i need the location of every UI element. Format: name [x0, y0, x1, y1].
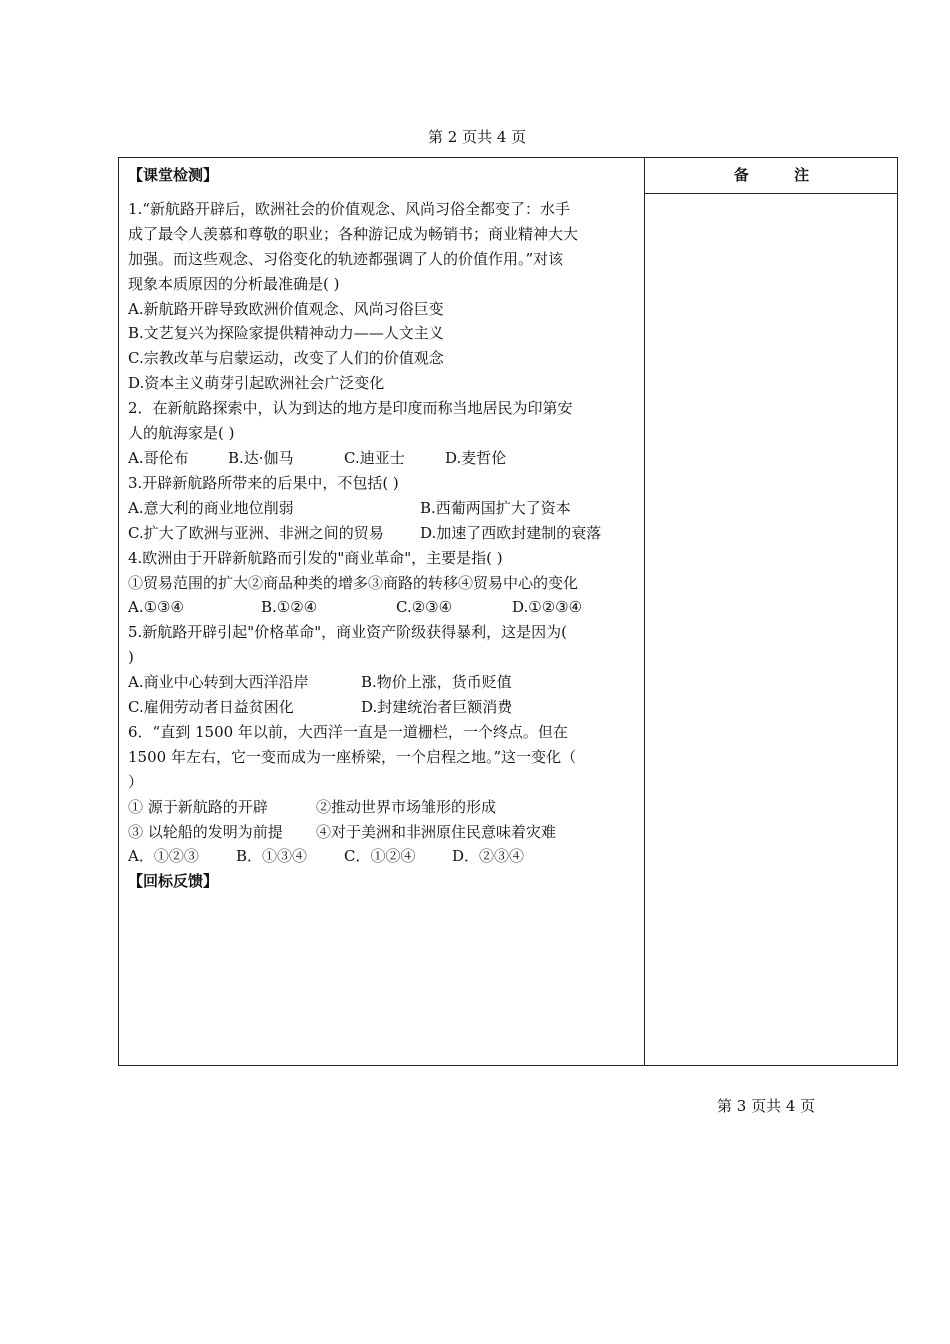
- answer-option: A.商业中心转到大西洋沿岸: [128, 673, 309, 692]
- notes-column-header: 备 注: [645, 158, 898, 194]
- question-text-line: 6．“直到 1500 年以前，大西洋一直是一道栅栏，一个终点。但在: [128, 722, 568, 741]
- section-title-classroom-check: 【课堂检测】: [128, 166, 219, 184]
- answer-options-row: [128, 446, 638, 471]
- question-text-line: 1.“新航路开辟后，欧洲社会的价值观念、风尚习俗全都变了：水手: [128, 199, 570, 218]
- answer-options-row: [128, 521, 638, 546]
- answer-options-row: [128, 595, 638, 620]
- worksheet-table: [118, 157, 898, 1066]
- question-text-line: 人的航海家是( ): [128, 424, 235, 443]
- answer-options-row: [128, 695, 638, 720]
- question-2: [128, 396, 638, 471]
- question-item: ②推动世界市场雏形的形成: [316, 797, 497, 816]
- answer-options-row: [128, 496, 638, 521]
- answer-option: B.文艺复兴为探险家提供精神动力——人文主义: [128, 324, 444, 343]
- question-item: ④对于美洲和非洲原住民意味着灾难: [316, 822, 557, 841]
- question-text-line: 4.欧洲由于开辟新航路而引发的"商业革命"，主要是指( ): [128, 548, 503, 567]
- section-title-feedback: 【回标反馈】: [128, 872, 219, 891]
- question-5: [128, 620, 638, 720]
- answer-option: A．①②③: [128, 847, 199, 866]
- answer-option: D.加速了西欧封建制的衰落: [420, 523, 602, 542]
- question-items-row: [128, 820, 638, 845]
- question-3: [128, 471, 638, 546]
- answer-options-row: [128, 844, 638, 869]
- main-content: [128, 163, 638, 894]
- answer-option: A.意大利的商业地位削弱: [128, 498, 294, 517]
- question-text-line: 成了最令人羡慕和尊敬的职业；各种游记成为畅销书；商业精神大大: [128, 224, 579, 243]
- question-text-line: 2．在新航路探索中，认为到达的地方是印度而称当地居民为印第安: [128, 399, 573, 418]
- page-number-bottom: 第 3 页共 4 页: [717, 1097, 816, 1115]
- answer-option: A.哥伦布: [128, 448, 189, 467]
- answer-option: D.封建统治者巨额消费: [361, 698, 513, 717]
- question-text-line: ): [128, 648, 134, 667]
- answer-option: C.宗教改革与启蒙运动，改变了人们的价值观念: [128, 349, 444, 368]
- page-number-top: 第 2 页共 4 页: [428, 128, 527, 146]
- question-1: [128, 197, 638, 396]
- question-item: ③ 以轮船的发明为前提: [128, 822, 283, 841]
- question-4: [128, 546, 638, 621]
- answer-option: A.①③④: [128, 598, 184, 617]
- question-6: [128, 720, 638, 869]
- answer-option: B.达·伽马: [228, 448, 294, 467]
- question-text-line: 1500 年左右，它一变而成为一座桥梁，一个启程之地。”这一变化（: [128, 747, 577, 766]
- answer-option: C.雇佣劳动者日益贫困化: [128, 698, 294, 717]
- answer-option: D.麦哲伦: [445, 448, 507, 467]
- answer-options-row: [128, 670, 638, 695]
- answer-option: C.迪亚士: [344, 448, 405, 467]
- question-item: ① 源于新航路的开辟: [128, 797, 268, 816]
- question-text-line: 5.新航路开辟引起"价格革命"，商业资产阶级获得暴利，这是因为(: [128, 623, 567, 642]
- answer-option: B.西葡两国扩大了资本: [420, 498, 571, 517]
- answer-option: B．①③④: [236, 847, 308, 866]
- question-items-row: [128, 795, 638, 820]
- answer-option: D．②③④: [452, 847, 525, 866]
- question-items: ①贸易范围的扩大②商品种类的增多③商路的转移④贸易中心的变化: [128, 573, 579, 592]
- question-text-line: 3.开辟新航路所带来的后果中，不包括( ): [128, 473, 399, 492]
- answer-option: B.物价上涨，货币贬值: [361, 673, 512, 692]
- answer-option: B.①②④: [261, 598, 318, 617]
- question-text-line: 加强。而这些观念、习俗变化的轨迹都强调了人的价值作用。”对该: [128, 249, 564, 268]
- answer-option: C.②③④: [396, 598, 453, 617]
- answer-option: D.资本主义萌芽引起欧洲社会广泛变化: [128, 374, 385, 393]
- answer-option: C．①②④: [344, 847, 416, 866]
- answer-option: A.新航路开辟导致欧洲价值观念、风尚习俗巨变: [128, 299, 444, 318]
- answer-option: C.扩大了欧洲与亚洲、非洲之间的贸易: [128, 523, 384, 542]
- question-text-line: 现象本质原因的分析最准确是( ): [128, 274, 340, 293]
- answer-option: D.①②③④: [512, 598, 583, 617]
- question-text-line: ）: [128, 772, 144, 791]
- column-divider: [644, 158, 645, 1065]
